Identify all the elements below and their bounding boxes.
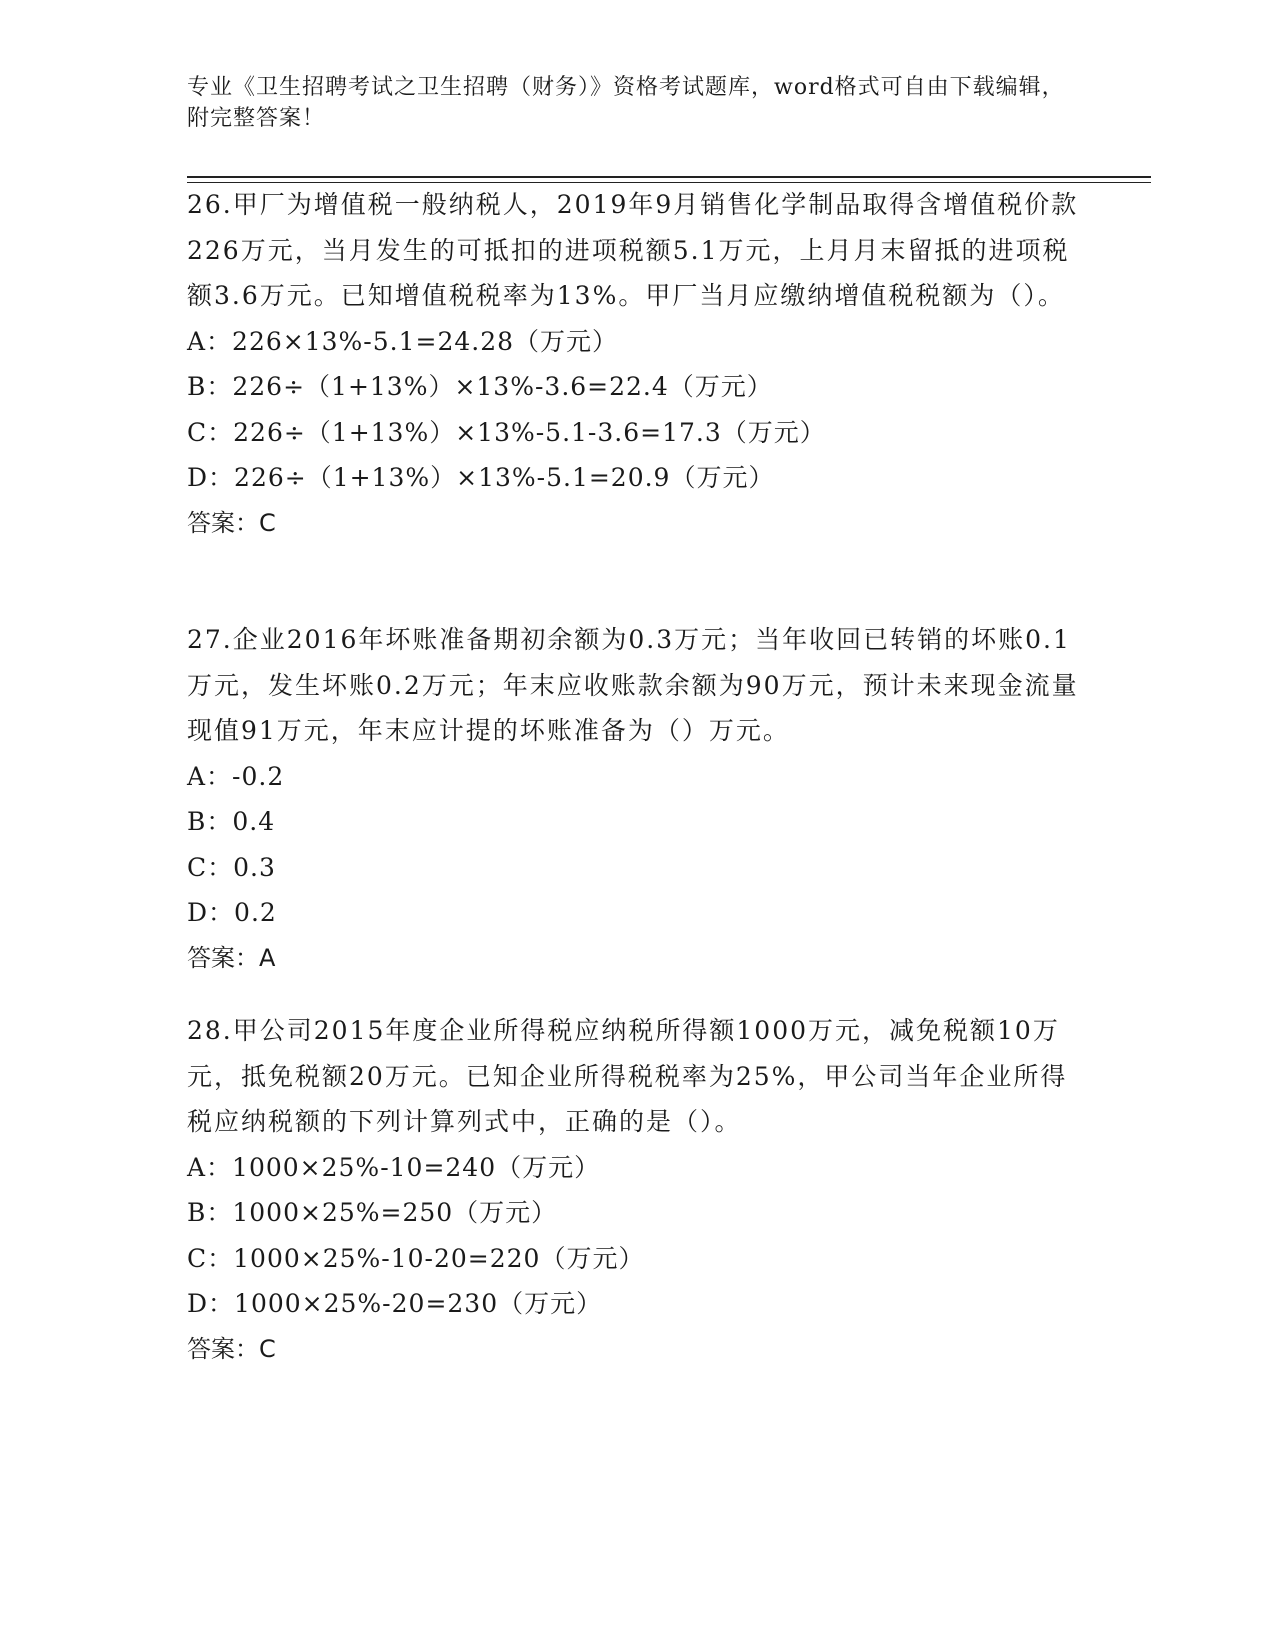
answer-label: 答案：C [187,508,276,537]
option-b: B：0.4 [187,807,276,836]
question-27 [187,617,1087,981]
answer-label: 答案：A [187,943,276,972]
question-stem: 28.甲公司2015年度企业所得税应纳税所得额1000万元，减免税额10万元，抵免税额20万元。已知企业所得税税率为25%，甲公司当年企业所得税应纳税额的下列计算列式中，正确的是（）。 [187,1016,1068,1136]
option-d: D：226÷（1+13%）×13%-5.1=20.9（万元） [187,463,775,492]
question-stem: 26.甲厂为增值税一般纳税人，2019年9月销售化学制品取得含增值税价款226万元，当月发生的可抵扣的进项税额5.1万元，上月月末留抵的进项税额3.6万元。已知增值税税率为13%。甲厂当月应缴纳增值税税额为（）。 [187,190,1079,310]
option-c: C：226÷（1+13%）×13%-5.1-3.6=17.3（万元） [187,417,826,447]
option-c: C：0.3 [187,852,276,882]
option-d: D：1000×25%-20=230（万元） [187,1289,603,1318]
document-header: 专业《卫生招聘考试之卫生招聘（财务）》资格考试题库，word格式可自由下载编辑，附完整答案！ [187,75,1065,131]
answer-label: 答案：C [187,1334,276,1363]
header-divider-thick [187,176,1151,178]
option-b: B：1000×25%=250（万元） [187,1198,558,1227]
option-a: A：1000×25%-10=240（万元） [187,1152,601,1182]
option-b: B：226÷（1+13%）×13%-3.6=22.4（万元） [187,372,773,401]
question-stem: 27.企业2016年坏账准备期初余额为0.3万元；当年收回已转销的坏账0.1万元，发生坏账0.2万元；年末应收账款余额为90万元，预计未来现金流量现值91万元，年末应计提的坏账准备为（）万元。 [187,625,1079,745]
question-26 [187,182,1087,546]
question-28 [187,1008,1087,1372]
option-a: A：-0.2 [187,761,285,791]
option-a: A：226×13%-5.1=24.28（万元） [187,326,619,356]
option-c: C：1000×25%-10-20=220（万元） [187,1243,645,1273]
option-d: D：0.2 [187,898,277,927]
